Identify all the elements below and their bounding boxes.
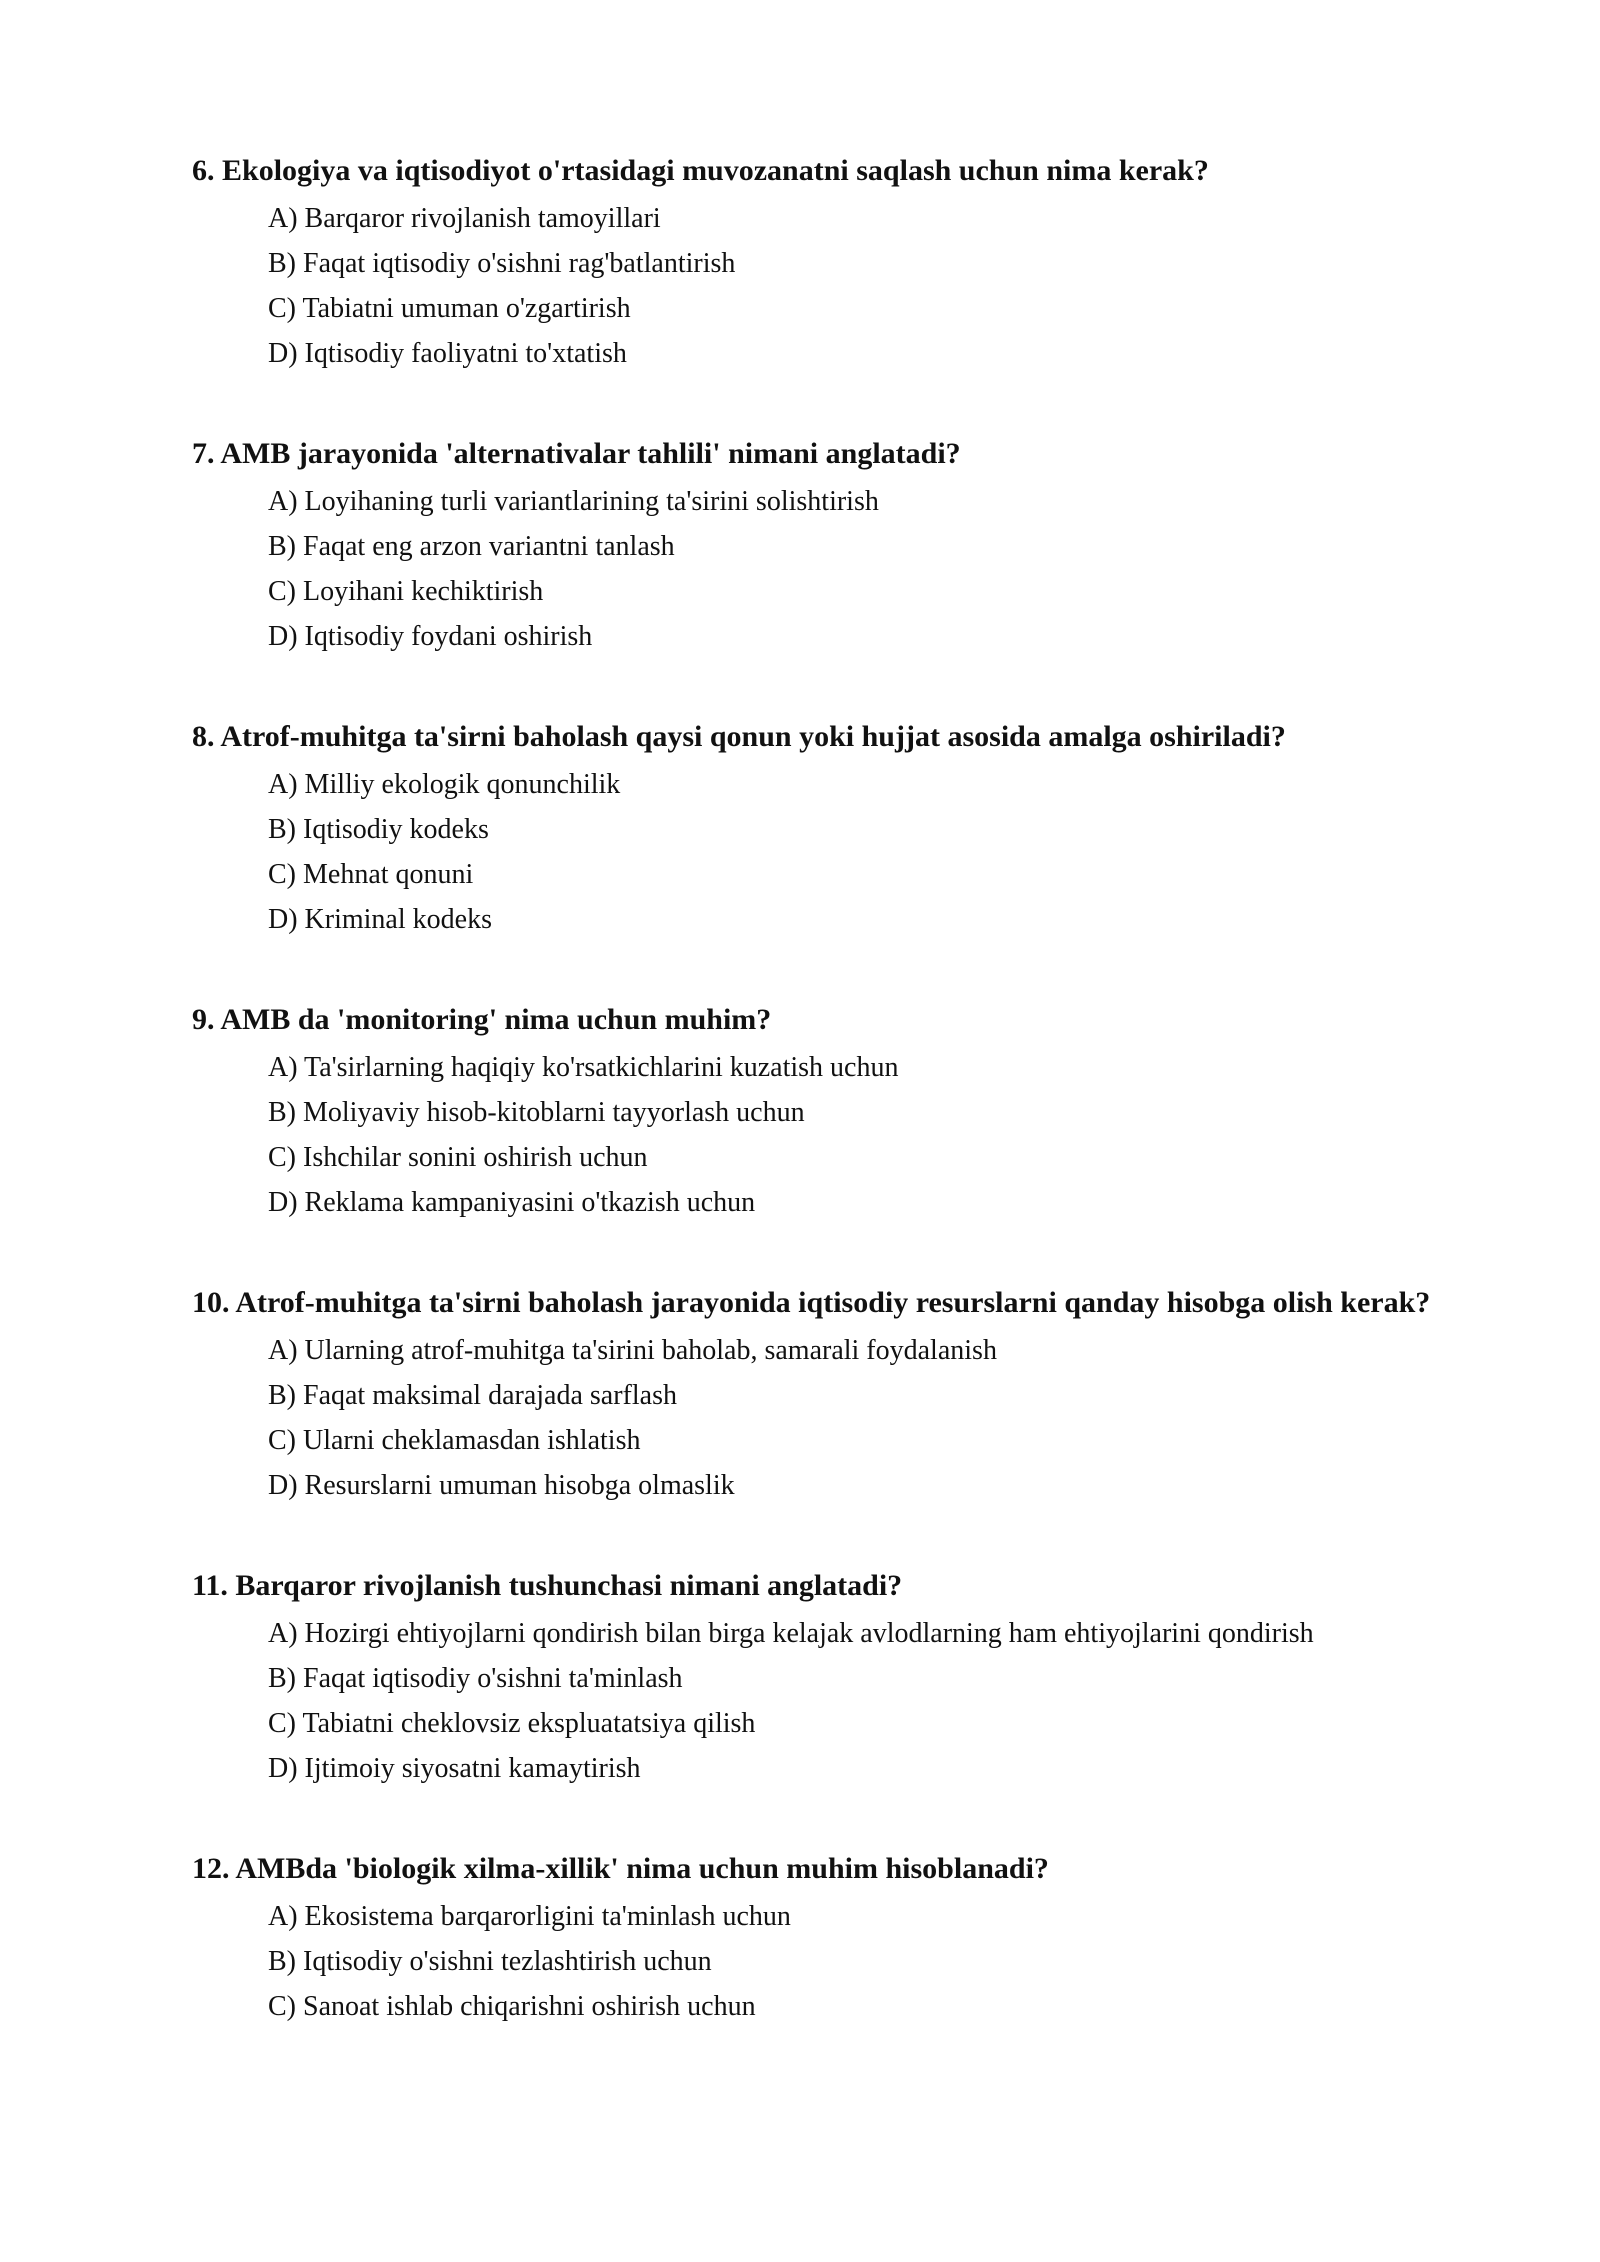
option-list: [192, 1611, 1492, 1791]
option-b: B) Iqtisodiy o'sishni tezlashtirish uchun: [268, 1946, 712, 1977]
option-c: C) Ularni cheklamasdan ishlatish: [268, 1425, 641, 1456]
option-c: C) Sanoat ishlab chiqarishni oshirish uchun: [268, 1991, 756, 2022]
option-b: B) Faqat iqtisodiy o'sishni rag'batlantirish: [268, 248, 736, 279]
question-title: 8. Atrof-muhitga ta'sirni baholash qaysi qonun yoki hujjat asosida amalga oshiriladi?: [192, 720, 1286, 753]
question-9: [192, 999, 1492, 1225]
option-d: D) Iqtisodiy faoliyatni to'xtatish: [268, 338, 627, 369]
option-c: C) Mehnat qonuni: [268, 859, 474, 890]
question-12: [192, 1848, 1492, 2029]
option-c: C) Tabiatni cheklovsiz ekspluatatsiya qilish: [268, 1708, 756, 1739]
option-list: [192, 196, 1492, 376]
option-b: B) Iqtisodiy kodeks: [268, 814, 489, 845]
question-11: [192, 1565, 1492, 1791]
option-list: [192, 762, 1492, 942]
option-d: D) Kriminal kodeks: [268, 904, 492, 935]
option-c: C) Ishchilar sonini oshirish uchun: [268, 1142, 648, 1173]
option-a: A) Barqaror rivojlanish tamoyillari: [268, 203, 661, 234]
question-title: 7. AMB jarayonida 'alternativalar tahlili' nimani anglatadi?: [192, 437, 961, 470]
option-list: [192, 1328, 1492, 1508]
question-title: 10. Atrof-muhitga ta'sirni baholash jarayonida iqtisodiy resurslarni qanday hisobga olish kerak?: [192, 1286, 1431, 1319]
option-b: B) Moliyaviy hisob-kitoblarni tayyorlash uchun: [268, 1097, 805, 1128]
option-d: D) Reklama kampaniyasini o'tkazish uchun: [268, 1187, 756, 1218]
question-title: 9. AMB da 'monitoring' nima uchun muhim?: [192, 1003, 772, 1036]
option-a: A) Loyihaning turli variantlarining ta'sirini solishtirish: [268, 486, 879, 517]
question-title: 12. AMBda 'biologik xilma-xillik' nima uchun muhim hisoblanadi?: [192, 1852, 1049, 1885]
question-title: 11. Barqaror rivojlanish tushunchasi nimani anglatadi?: [192, 1569, 903, 1602]
option-a: A) Ularning atrof-muhitga ta'sirini baholab, samarali foydalanish: [268, 1335, 997, 1366]
option-d: D) Iqtisodiy foydani oshirish: [268, 621, 593, 652]
option-list: [192, 1894, 1492, 2029]
option-c: C) Loyihani kechiktirish: [268, 576, 544, 607]
document-page: [192, 150, 1492, 2086]
option-b: B) Faqat eng arzon variantni tanlash: [268, 531, 675, 562]
option-d: D) Ijtimoiy siyosatni kamaytirish: [268, 1753, 641, 1784]
question-10: [192, 1282, 1492, 1508]
question-8: [192, 716, 1492, 942]
option-a: A) Ekosistema barqarorligini ta'minlash uchun: [268, 1901, 791, 1932]
option-c: C) Tabiatni umuman o'zgartirish: [268, 293, 631, 324]
option-a: A) Milliy ekologik qonunchilik: [268, 769, 621, 800]
option-list: [192, 1045, 1492, 1225]
option-a: A) Ta'sirlarning haqiqiy ko'rsatkichlarini kuzatish uchun: [268, 1052, 899, 1083]
question-7: [192, 433, 1492, 659]
option-a: A) Hozirgi ehtiyojlarni qondirish bilan birga kelajak avlodlarning ham ehtiyojlarini qondirish: [268, 1618, 1314, 1649]
option-list: [192, 479, 1492, 659]
question-title: 6. Ekologiya va iqtisodiyot o'rtasidagi muvozanatni saqlash uchun nima kerak?: [192, 154, 1209, 187]
option-b: B) Faqat maksimal darajada sarflash: [268, 1380, 677, 1411]
option-b: B) Faqat iqtisodiy o'sishni ta'minlash: [268, 1663, 683, 1694]
question-6: [192, 150, 1492, 376]
option-d: D) Resurslarni umuman hisobga olmaslik: [268, 1470, 735, 1501]
